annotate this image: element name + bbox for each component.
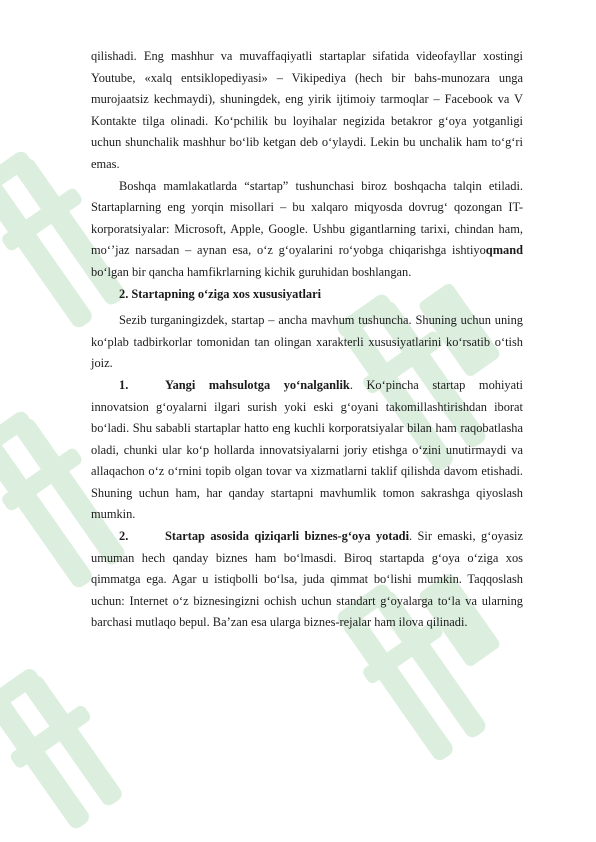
paragraph-text: bo‘lgan bir qancha hamfikrlarning kichik guruhidan boshlangan. (91, 264, 412, 279)
list-item-title: Startap asosida qiziqarli biznes-g‘oya yotadi (165, 529, 410, 544)
paragraph: Sezib turganingizdek, startap – ancha mavhum tushuncha. Shuning uchun uning ko‘plab tadbirkorlar tomonidan tan olingan xarakterli xususiyatlarini ko‘rsatib o‘tish joiz. (91, 313, 523, 371)
paragraph (91, 176, 523, 284)
section-heading: 2. Startapning o‘ziga xos xususiyatlari (119, 286, 322, 301)
overlapping-text: qmand (485, 243, 523, 258)
watermark-logo (0, 640, 140, 840)
paragraph: qilishadi. Eng mashhur va muvaffaqiyatli startaplar sifatida videofayllar xostingi Youtube, «xalq entsiklopediyasi» – Vikipediya (hech bir bahs-munozara unga murojaatsiz kechmaydi), shuningdek, eng yirik ijtimoiy tarmoqlar – Facebook va V Kontakte tilga olinadi. Ko‘pchilik bu loyihalar negizida betakror g‘oya yotganligi uchun shunchalik mashhur bo‘lib ketgan deb o‘ylaydi. Lekin bu unchalik ham to‘g‘ri emas. (91, 49, 523, 171)
list-item (91, 375, 523, 526)
document-body (91, 46, 523, 634)
list-item (91, 526, 523, 634)
list-item-title: Yangi mahsulotga yo‘nalganlik (165, 377, 350, 392)
list-item-number: 1. (119, 377, 129, 392)
list-item-number: 2. (119, 529, 129, 544)
list-item-text: . Sir emaski, g‘oyasiz umuman hech qanday biznes ham bo‘lmasdi. Biroq startapda g‘oya o‘ziga xos qimmatga ega. Agar u istiqbolli bo‘lsa, juda qimmat bo‘lishi mumkin. Taqqoslash uchun: Internet o‘z biznesingizni ochish uchun standart g‘oyalarga to‘la va ularning barchasi mutlaqo bepul. Ba’zan esa ularga biznes-rejalar ham ilova qilinadi. (91, 529, 523, 630)
list-item-text: . Ko‘pincha startap mohiyati innovatsion g‘oyalarni ilgari surish yoki eski g‘oyani takomillashtirishdan iborat bo‘ladi. Shu sababli startaplar hatto eng kuchli korporatsiyalar bilan ham raqobatlasha oladi, chunki ular ko‘p hollarda innovatsiyalarni joriy etishga o‘zini unutirmaydi va allaqachon o‘z o‘rnini topib olgan tovar va xizmatlarni taklif qilishda davom etishadi. Shuning uchun ham, har qanday startapni mavhumlik tomon sakrashga qiyoslash mumkin. (91, 377, 523, 522)
paragraph-text: Boshqa mamlakatlarda “startap” tushunchasi biroz boshqacha talqin etiladi. Startaplarning eng yorqin misollari – bu xalqaro miqyosda dovrug‘ qozongan IT-korporatsiyalar: Microsoft, Apple, Google. Ushbu gigantlarning tarixi, chindan ham, mo‘’jaz narsadan – aynan esa, o‘z g‘oyalarini ro‘yobga chiqarishga ishtiyo (91, 178, 523, 258)
